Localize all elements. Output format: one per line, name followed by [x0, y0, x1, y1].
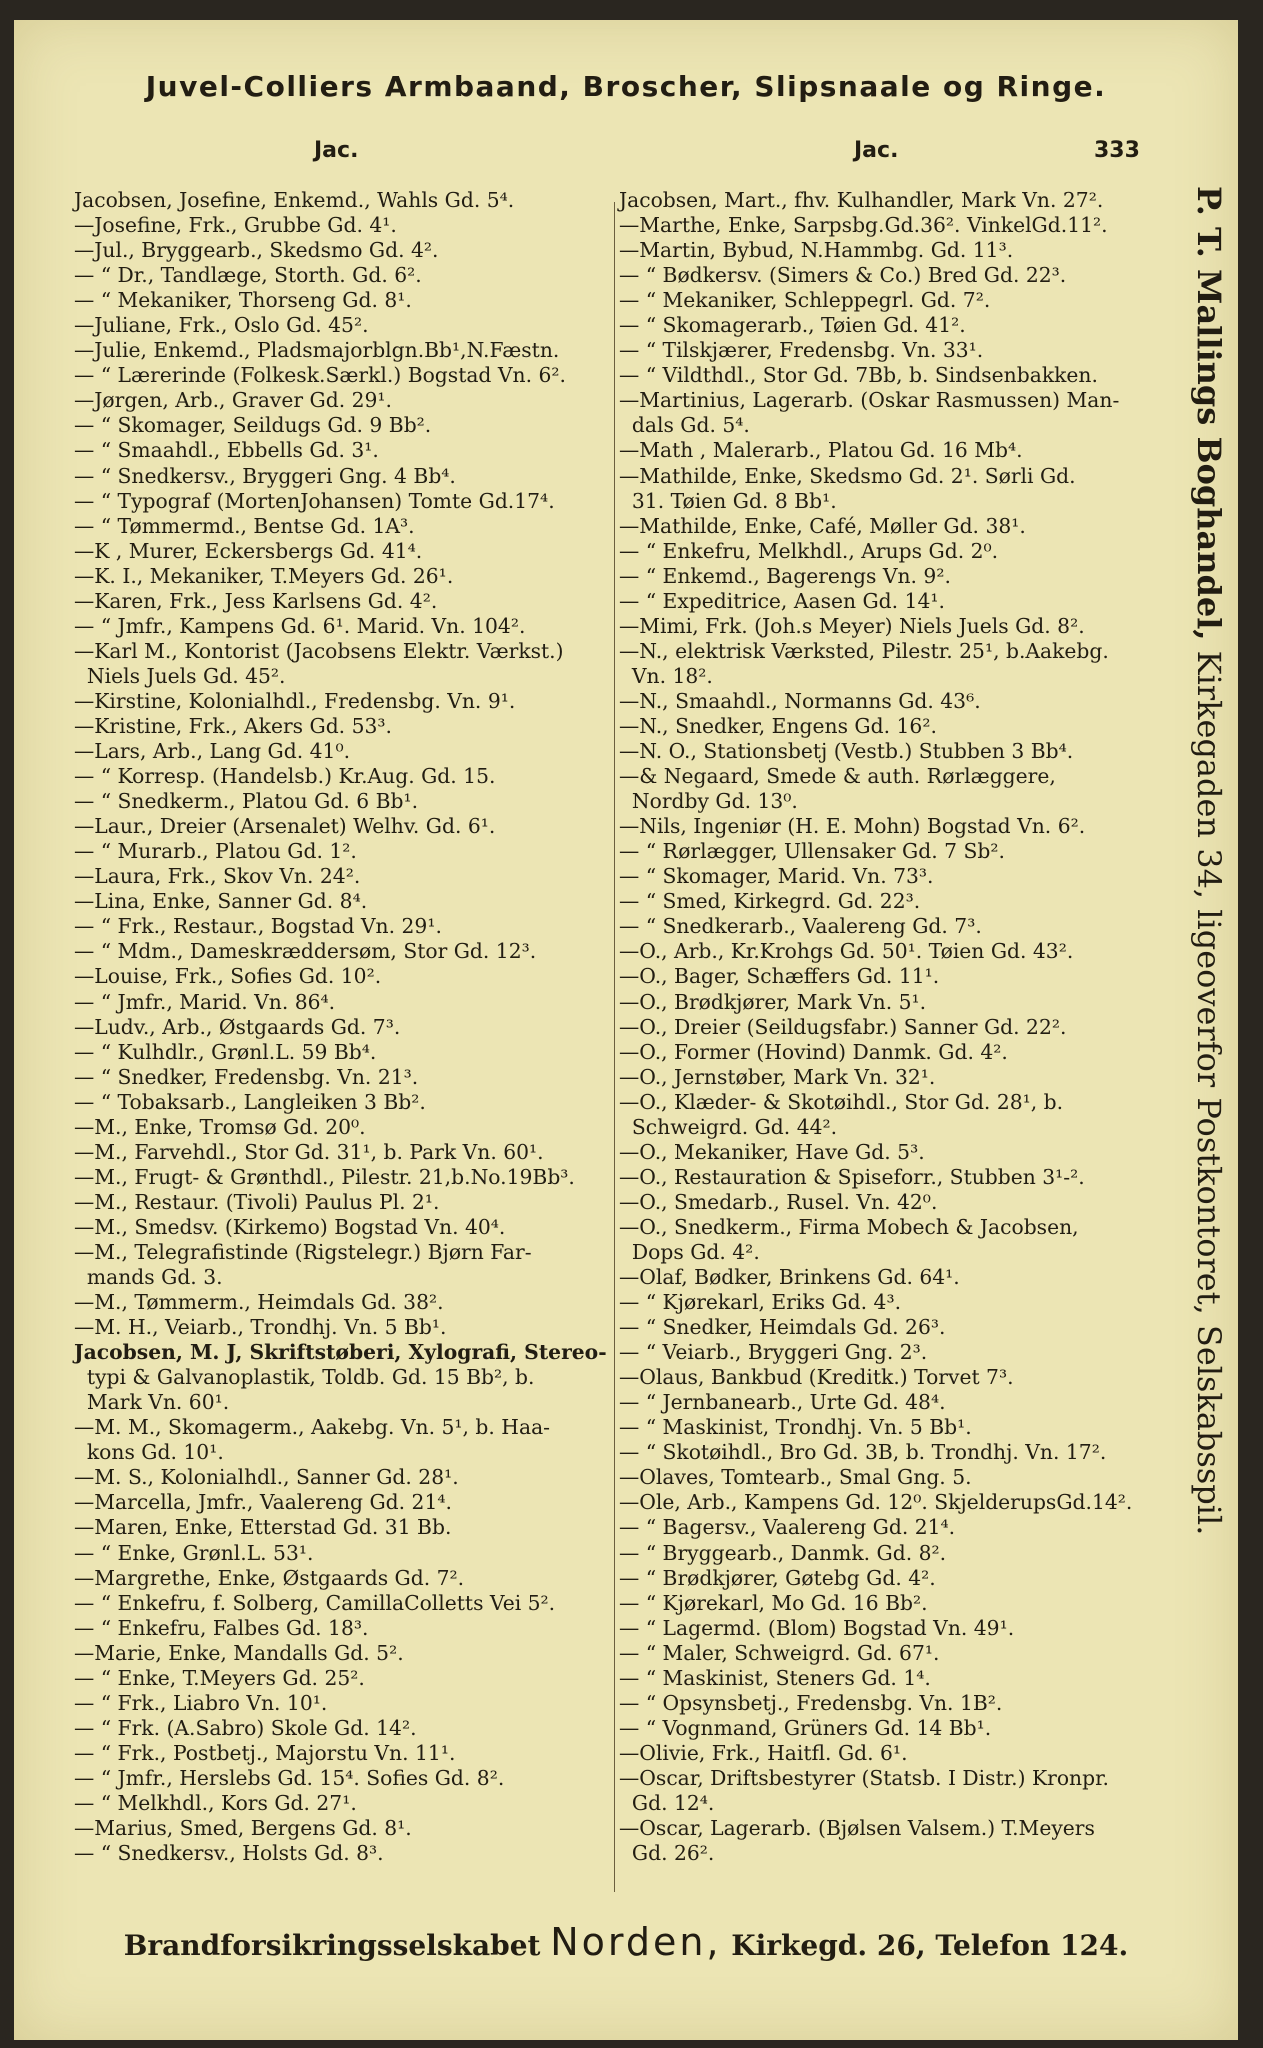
directory-entry: — “ Lagermd. (Blom) Bogstad Vn. 49¹. — [619, 1615, 1015, 1640]
directory-entry: —M. M., Skomagerm., Aakebg. Vn. 5¹, b. Haa- — [74, 1415, 551, 1440]
directory-entry: —Marcella, Jmfr., Vaalereng Gd. 21⁴. — [74, 1490, 452, 1515]
directory-entry: — “ Enkefru, Falbes Gd. 18³. — [74, 1615, 369, 1640]
directory-entry: — “ Maskinist, Trondhj. Vn. 5 Bb¹. — [619, 1415, 972, 1440]
directory-entry: —O., Klæder- & Skotøihdl., Stor Gd. 28¹, b. — [619, 1089, 1064, 1114]
directory-entry: —Laur., Dreier (Arsenalet) Welhv. Gd. 6¹. — [74, 814, 496, 839]
directory-entry: —Olaus, Bankbud (Kreditk.) Torvet 7³. — [619, 1365, 1014, 1390]
directory-entry: — “ Expeditrice, Aasen Gd. 14¹. — [619, 588, 945, 613]
directory-entry: 31. Tøien Gd. 8 Bb¹. — [619, 488, 837, 513]
directory-entry: —O., Bager, Schæffers Gd. 11¹. — [619, 964, 940, 989]
directory-entry: — “ Vildthdl., Stor Gd. 7Bb, b. Sindsenbakken. — [619, 363, 1098, 388]
directory-entry: —Maren, Enke, Etterstad Gd. 31 Bb. — [74, 1515, 452, 1540]
directory-entry: — “ Enkefru, f. Solberg, CamillaColletts Vei 5². — [74, 1590, 556, 1615]
directory-entry: —Karl M., Kontorist (Jacobsens Elektr. Værkst.) — [74, 638, 564, 663]
directory-page — [14, 20, 1238, 2040]
directory-entry: — “ Tømmermd., Bentse Gd. 1A³. — [74, 513, 415, 538]
directory-entry: Gd. 12⁴. — [619, 1791, 715, 1815]
directory-entry: —Marthe, Enke, Sarpsbg.Gd.36². VinkelGd.11². — [619, 213, 1108, 238]
directory-entry: —Nils, Ingeniør (H. E. Mohn) Bogstad Vn. 6². — [619, 814, 1086, 839]
directory-entry: —Louise, Frk., Sofies Gd. 10². — [74, 964, 382, 989]
directory-entry: Gd. 26². — [619, 1841, 715, 1866]
right-running-head: Jac. — [854, 138, 899, 163]
directory-entry: Nordby Gd. 13⁰. — [619, 789, 798, 814]
directory-entry: — “ Skomagerarb., Tøien Gd. 41². — [619, 313, 966, 338]
directory-entry: —Mathilde, Enke, Skedsmo Gd. 2¹. Sørli Gd. — [619, 463, 1076, 488]
directory-entry: — “ Frk., Liabro Vn. 10¹. — [74, 1690, 328, 1715]
directory-entry: —Julie, Enkemd., Pladsmajorblgn.Bb¹,N.Fæstn. — [74, 338, 560, 363]
directory-entry: —Olivie, Frk., Haitfl. Gd. 6¹. — [619, 1740, 908, 1765]
directory-entry: —M., Telegrafistinde (Rigstelegr.) Bjørn Far- — [74, 1239, 532, 1264]
directory-entry: Vn. 18². — [619, 663, 713, 688]
directory-entry: — “ Rørlægger, Ullensaker Gd. 7 Sb². — [619, 839, 1005, 864]
column-divider — [614, 202, 615, 1892]
directory-entry: — “ Enke, T.Meyers Gd. 25². — [74, 1665, 365, 1690]
directory-entry: — “ Skomager, Marid. Vn. 73³. — [619, 864, 934, 889]
directory-entry: —M., Enke, Tromsø Gd. 20⁰. — [74, 1114, 366, 1139]
directory-entry: — “ Jmfr., Herslebs Gd. 15⁴. Sofies Gd. 8². — [74, 1765, 505, 1790]
directory-entry: — “ Snedkersv., Bryggeri Gng. 4 Bb⁴. — [74, 463, 456, 488]
directory-entry: —N. O., Stationsbetj (Vestb.) Stubben 3 Bb⁴. — [619, 739, 1074, 764]
directory-entry: — “ Snedker, Heimdals Gd. 26³. — [619, 1315, 946, 1340]
directory-entry: — “ Skotøihdl., Bro Gd. 3B, b. Trondhj. Vn. 17². — [619, 1440, 1107, 1465]
ad-line — [124, 1920, 1128, 1964]
directory-entry: — “ Bagersv., Vaalereng Gd. 21⁴. — [619, 1515, 956, 1540]
directory-entry: — “ Kulhdlr., Grønl.L. 59 Bb⁴. — [74, 1039, 377, 1064]
directory-entry: —M., Smedsv. (Kirkemo) Bogstad Vn. 40⁴. — [74, 1214, 506, 1239]
directory-entry: —Olaf, Bødker, Brinkens Gd. 64¹. — [619, 1265, 960, 1290]
directory-entry: —O., Brødkjører, Mark Vn. 5¹. — [619, 989, 927, 1014]
side-ad-text: Kirkegaden 34, ligeoverfor Postkontoret, Selskabsspil. — [1190, 650, 1228, 1536]
directory-entry: —O., Mekaniker, Have Gd. 5³. — [619, 1139, 925, 1164]
directory-entry: — “ Frk., Restaur., Bogstad Vn. 29¹. — [74, 914, 442, 939]
directory-entry: — “ Veiarb., Bryggeri Gng. 2³. — [619, 1340, 928, 1365]
directory-entry: — “ Typograf (MortenJohansen) Tomte Gd.17⁴. — [74, 488, 555, 513]
directory-entry: —Mimi, Frk. (Joh.s Meyer) Niels Juels Gd. 8². — [619, 613, 1085, 638]
left-column — [74, 188, 614, 1866]
directory-entry: —Kirstine, Kolonialhdl., Fredensbg. Vn. 9¹. — [74, 688, 516, 713]
directory-entry: — “ Murarb., Platou Gd. 1². — [74, 839, 357, 864]
bottom-ad-name: Norden, — [550, 1920, 722, 1964]
right-column — [619, 188, 1179, 1866]
directory-entry: —Oscar, Lagerarb. (Bjølsen Valsem.) T.Meyers — [619, 1816, 1095, 1841]
directory-entry: —Oscar, Driftsbestyrer (Statsb. I Distr.) Kronpr. — [619, 1765, 1110, 1790]
directory-entry: —Kristine, Frk., Akers Gd. 53³. — [74, 713, 392, 738]
directory-entry: — “ Lærerinde (Folkesk.Særkl.) Bogstad Vn. 6². — [74, 363, 566, 388]
directory-entry: kons Gd. 10¹. — [74, 1440, 224, 1465]
directory-entry: —Martin, Bybud, N.Hammbg. Gd. 11³. — [619, 238, 1014, 263]
directory-entry: — “ Tilskjærer, Fredensbg. Vn. 33¹. — [619, 338, 984, 363]
directory-entry: — “ Melkhdl., Kors Gd. 27¹. — [74, 1791, 357, 1815]
directory-entry: —Marie, Enke, Mandalls Gd. 5². — [74, 1640, 404, 1665]
directory-entry: — “ Maler, Schweigrd. Gd. 67¹. — [619, 1640, 940, 1665]
directory-entry: —Mathilde, Enke, Café, Møller Gd. 38¹. — [619, 513, 1026, 538]
directory-entry: —Martinius, Lagerarb. (Oskar Rasmussen) Man- — [619, 388, 1120, 413]
directory-entry: —O., Snedkerm., Firma Mobech & Jacobsen, — [619, 1214, 1079, 1239]
directory-entry: —M., Tømmerm., Heimdals Gd. 38². — [74, 1290, 444, 1315]
directory-entry: — “ Enkefru, Melkhdl., Arups Gd. 2⁰. — [619, 538, 999, 563]
directory-entry: Jacobsen, Mart., fhv. Kulhandler, Mark Vn. 27². — [619, 188, 1104, 212]
directory-entry: —K , Murer, Eckersbergs Gd. 41⁴. — [74, 538, 423, 563]
directory-entry: —Lina, Enke, Sanner Gd. 8⁴. — [74, 889, 368, 914]
directory-entry: Mark Vn. 60¹. — [74, 1390, 230, 1415]
directory-entry: —O., Smedarb., Rusel. Vn. 42⁰. — [619, 1189, 938, 1214]
bottom-ad-suffix: Kirkegd. 26, Telefon 124. — [731, 1929, 1129, 1962]
directory-entry: —O., Former (Hovind) Danmk. Gd. 4². — [619, 1039, 1008, 1064]
directory-entry: —Lars, Arb., Lang Gd. 41⁰. — [74, 739, 351, 764]
directory-entry: — “ Kjørekarl, Eriks Gd. 4³. — [619, 1290, 902, 1315]
directory-entry: —Margrethe, Enke, Østgaards Gd. 7². — [74, 1565, 465, 1590]
directory-entry: — “ Bødkersv. (Simers & Co.) Bred Gd. 22³. — [619, 263, 1067, 288]
side-advertisement — [1189, 186, 1229, 1535]
directory-entry: — “ Jernbanearb., Urte Gd. 48⁴. — [619, 1390, 946, 1415]
directory-entry: —Olaves, Tomtearb., Smal Gng. 5. — [619, 1465, 972, 1490]
directory-entry: — “ Tobaksarb., Langleiken 3 Bb². — [74, 1089, 426, 1114]
directory-entry: —Josefine, Frk., Grubbe Gd. 4¹. — [74, 213, 397, 238]
directory-entry: — “ Brødkjører, Gøtebg Gd. 4². — [619, 1565, 936, 1590]
directory-entry: — “ Enke, Grønl.L. 53¹. — [74, 1540, 314, 1565]
directory-entry: — “ Snedkerarb., Vaalereng Gd. 7³. — [619, 914, 982, 939]
directory-entry: —M. S., Kolonialhdl., Sanner Gd. 28¹. — [74, 1465, 459, 1490]
directory-entry: Jacobsen, M. J, Skriftstøberi, Xylografi, Stereo- — [74, 1340, 607, 1365]
directory-entry: —Ludv., Arb., Østgaards Gd. 7³. — [74, 1014, 401, 1039]
directory-entry: — “ Jmfr., Marid. Vn. 86⁴. — [74, 989, 336, 1014]
directory-entry: — “ Snedkersv., Holsts Gd. 8³. — [74, 1841, 384, 1866]
side-ad-name: P. T. Mallings Boghandel, — [1190, 186, 1228, 641]
directory-entry: Schweigrd. Gd. 44². — [619, 1114, 838, 1139]
directory-entry: — “ Vognmand, Grüners Gd. 14 Bb¹. — [619, 1715, 992, 1740]
directory-entry: —K. I., Mekaniker, T.Meyers Gd. 26¹. — [74, 563, 454, 588]
directory-entry: — “ Smaahdl., Ebbells Gd. 3¹. — [74, 438, 379, 463]
directory-entry: — “ Jmfr., Kampens Gd. 6¹. Marid. Vn. 104². — [74, 613, 526, 638]
directory-entry: —Jørgen, Arb., Graver Gd. 29¹. — [74, 388, 392, 413]
directory-entry: —N., Snedker, Engens Gd. 16². — [619, 713, 937, 738]
directory-entry: —Karen, Frk., Jess Karlsens Gd. 4². — [74, 588, 438, 613]
directory-entry: —N., elektrisk Værksted, Pilestr. 25¹, b.Aakebg. — [619, 638, 1109, 663]
directory-entry: mands Gd. 3. — [74, 1265, 223, 1290]
directory-entry: —O., Jernstøber, Mark Vn. 32¹. — [619, 1064, 936, 1089]
ad-line: Juvel-Colliers Armbaand, Broscher, Slipsnaale og Ringe. — [145, 70, 1107, 103]
directory-entry: —Math , Malerarb., Platou Gd. 16 Mb⁴. — [619, 438, 1023, 463]
directory-entry: —M. H., Veiarb., Trondhj. Vn. 5 Bb¹. — [74, 1315, 447, 1340]
directory-entry: —O., Dreier (Seildugsfabr.) Sanner Gd. 22². — [619, 1014, 1067, 1039]
directory-entry: — “ Dr., Tandlæge, Storth. Gd. 6². — [74, 263, 422, 288]
directory-entry: — “ Enkemd., Bagerengs Vn. 9². — [619, 563, 951, 588]
directory-entry: — “ Frk. (A.Sabro) Skole Gd. 14². — [74, 1715, 417, 1740]
directory-entry: — “ Bryggearb., Danmk. Gd. 8². — [619, 1540, 947, 1565]
directory-entry: — “ Frk., Postbetj., Majorstu Vn. 11¹. — [74, 1740, 456, 1765]
directory-entry: — “ Korresp. (Handelsb.) Kr.Aug. Gd. 15. — [74, 764, 496, 789]
directory-entry: — “ Smed, Kirkegrd. Gd. 22³. — [619, 889, 921, 914]
directory-entry: — “ Snedker, Fredensbg. Vn. 21³. — [74, 1064, 419, 1089]
directory-entry: — “ Mekaniker, Schleppegrl. Gd. 7². — [619, 288, 991, 313]
directory-entry: — “ Mekaniker, Thorseng Gd. 8¹. — [74, 288, 412, 313]
directory-entry: —M., Restaur. (Tivoli) Paulus Pl. 2¹. — [74, 1189, 440, 1214]
directory-entry: —M., Farvehdl., Stor Gd. 31¹, b. Park Vn. 60¹. — [74, 1139, 544, 1164]
bottom-ad-prefix: Brandforsikringsselskabet — [123, 1929, 541, 1962]
directory-entry: —O., Arb., Kr.Krohgs Gd. 50¹. Tøien Gd. 43². — [619, 939, 1074, 964]
top-advertisement — [14, 70, 1238, 103]
directory-entry: —Laura, Frk., Skov Vn. 24². — [74, 864, 361, 889]
directory-entry: — “ Opsynsbetj., Fredensbg. Vn. 1B². — [619, 1690, 1003, 1715]
directory-entry: — “ Kjørekarl, Mo Gd. 16 Bb². — [619, 1590, 928, 1615]
directory-entry: —Jul., Bryggearb., Skedsmo Gd. 4². — [74, 238, 439, 263]
directory-entry: Dops Gd. 4². — [619, 1239, 760, 1264]
directory-entry: —Juliane, Frk., Oslo Gd. 45². — [74, 313, 369, 338]
directory-entry: —Marius, Smed, Bergens Gd. 8¹. — [74, 1816, 412, 1841]
directory-entry: —& Negaard, Smede & auth. Rørlæggere, — [619, 764, 1056, 789]
directory-entry: —N., Smaahdl., Normanns Gd. 43⁶. — [619, 688, 981, 713]
directory-entry: — “ Snedkerm., Platou Gd. 6 Bb¹. — [74, 789, 419, 814]
page-number: 333 — [1094, 138, 1140, 163]
directory-entry: Niels Juels Gd. 45². — [74, 663, 286, 688]
directory-entry: — “ Maskinist, Steners Gd. 1⁴. — [619, 1665, 931, 1690]
directory-entry: — “ Skomager, Seildugs Gd. 9 Bb². — [74, 413, 432, 438]
directory-entry: dals Gd. 5⁴. — [619, 413, 750, 438]
directory-entry: typi & Galvanoplastik, Toldb. Gd. 15 Bb², b. — [74, 1365, 535, 1390]
directory-entry: — “ Mdm., Dameskræddersøm, Stor Gd. 12³. — [74, 939, 537, 964]
directory-entry: —Ole, Arb., Kampens Gd. 12⁰. SkjelderupsGd.14². — [619, 1490, 1133, 1515]
directory-entry: —O., Restauration & Spiseforr., Stubben 3¹-². — [619, 1164, 1085, 1189]
directory-entry: —M., Frugt- & Grønthdl., Pilestr. 21,b.No.19Bb³. — [74, 1164, 575, 1189]
directory-entry: Jacobsen, Josefine, Enkemd., Wahls Gd. 5⁴. — [74, 188, 515, 212]
left-running-head: Jac. — [314, 138, 359, 163]
bottom-advertisement — [14, 1920, 1238, 1964]
